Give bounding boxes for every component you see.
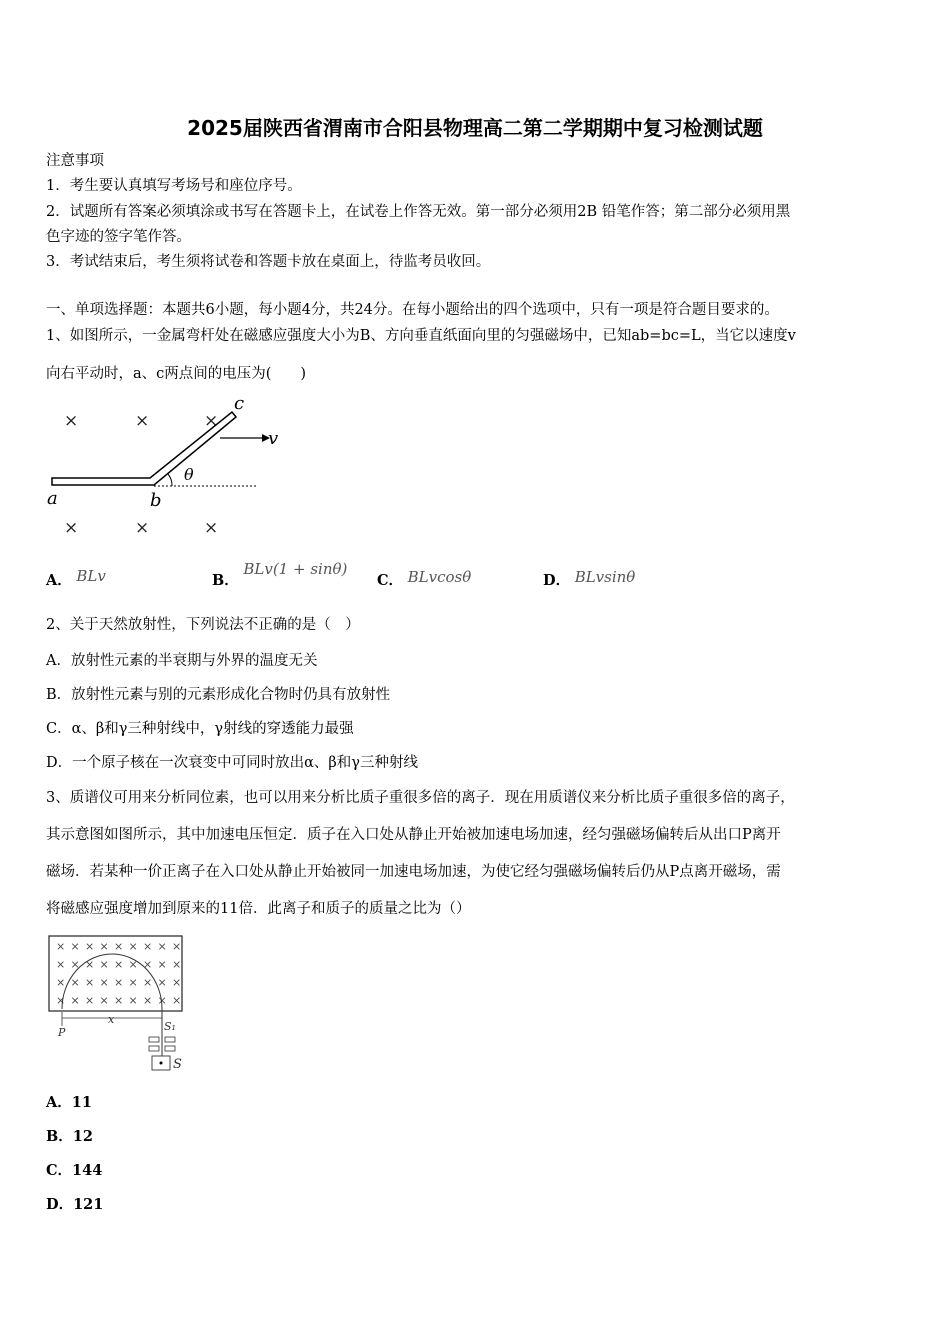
field-cross: × (172, 958, 182, 971)
question-3-figure (46, 934, 196, 1074)
option-value: 121 (73, 1196, 104, 1213)
question-3-stem-line: 磁场．若某种一价正离子在入口处从静止开始被同一加速电场加速，为使它经匀强磁场偏转后仍从P点离开磁场，需 (46, 864, 781, 880)
field-cross: × (172, 976, 182, 989)
question-2-option[interactable]: B．放射性元素与别的元素形成化合物时仍具有放射性 (46, 687, 391, 703)
label-s: S (173, 1057, 182, 1072)
field-cross: × (70, 958, 80, 971)
field-cross: × (85, 958, 95, 971)
notice-item: 2．试题所有答案必须填涂或书写在答题卡上，在试卷上作答无效。第一部分必须用2B 铅笔作答；第二部分必须用黑 (46, 204, 791, 220)
field-cross: × (64, 411, 79, 431)
label-a: a (47, 488, 58, 509)
field-cross: × (128, 976, 138, 989)
field-cross: × (114, 976, 124, 989)
section-heading: 一、单项选择题：本题共6小题，每小题4分，共24分。在每小题给出的四个选项中，只有一项是符合题目要求的。 (46, 302, 779, 318)
accelerator-plate (149, 1037, 159, 1042)
notice-item: 1．考生要认真填写考场号和座位序号。 (46, 178, 302, 194)
question-3-stem-line: 其示意图如图所示，其中加速电压恒定．质子在入口处从静止开始被加速电场加速，经匀强磁场偏转后从出口P离开 (46, 827, 781, 843)
notice-heading: 注意事项 (46, 153, 104, 169)
field-cross: × (157, 994, 167, 1007)
question-3-option[interactable] (46, 1195, 103, 1215)
option-formula: BLv (76, 567, 106, 585)
field-cross: × (204, 518, 219, 538)
label-b: b (150, 490, 162, 511)
option-formula: BLv(1 + sinθ) (243, 560, 348, 578)
field-cross: × (56, 940, 66, 953)
question-1-stem-line1: 1、如图所示，一金属弯杆处在磁感应强度大小为B、方向垂直纸面向里的匀强磁场中，已知ab=bc=L，当它以速度v (46, 328, 796, 344)
field-cross: × (114, 994, 124, 1007)
field-cross: × (70, 976, 80, 989)
field-cross: × (157, 940, 167, 953)
question-3-option[interactable] (46, 1093, 92, 1113)
field-cross: × (85, 940, 95, 953)
option-a[interactable] (46, 569, 106, 590)
field-cross: × (99, 958, 109, 971)
question-1-stem-line2: 向右平动时，a、c两点间的电压为( ) (46, 366, 307, 382)
option-letter: B． (46, 1128, 73, 1145)
field-cross: × (70, 994, 80, 1007)
field-cross: × (114, 958, 124, 971)
field-cross: × (114, 940, 124, 953)
field-cross: × (99, 994, 109, 1007)
field-cross: × (143, 958, 153, 971)
option-letter: D． (543, 572, 571, 589)
option-value: 12 (72, 1128, 93, 1145)
field-cross: × (135, 411, 150, 431)
field-cross: × (157, 976, 167, 989)
label-c: c (234, 393, 245, 414)
page-title: 2025届陕西省渭南市合阳县物理高二第二学期期中复习检测试题 (187, 116, 763, 140)
label-p: P (58, 1026, 66, 1039)
option-formula: BLvsinθ (574, 568, 636, 586)
label-v: v (268, 428, 279, 449)
question-2-option[interactable]: A．放射性元素的半衰期与外界的温度无关 (46, 653, 318, 669)
notice-item: 3．考试结束后，考生须将试卷和答题卡放在桌面上，待监考员收回。 (46, 254, 491, 270)
question-2-option[interactable]: D．一个原子核在一次衰变中可同时放出α、β和γ三种射线 (46, 755, 418, 771)
field-cross: × (128, 994, 138, 1007)
option-value: 11 (71, 1094, 92, 1111)
field-cross: × (157, 958, 167, 971)
field-cross: × (135, 518, 150, 538)
field-cross: × (172, 940, 182, 953)
option-letter: D． (46, 1196, 74, 1213)
angle-arc (168, 474, 172, 486)
field-cross: × (70, 940, 80, 953)
field-cross: × (99, 940, 109, 953)
question-2-option[interactable]: C．α、β和γ三种射线中，γ射线的穿透能力最强 (46, 721, 354, 737)
option-c[interactable] (377, 569, 471, 590)
question-1-figure (44, 392, 284, 542)
notice-item: 色字迹的签字笔作答。 (46, 229, 191, 245)
field-cross: × (172, 994, 182, 1007)
field-cross: × (85, 994, 95, 1007)
field-cross: × (128, 940, 138, 953)
field-cross: × (85, 976, 95, 989)
field-cross: × (56, 958, 66, 971)
option-letter: A． (46, 1094, 72, 1111)
option-letter: C． (46, 1162, 73, 1179)
field-cross: × (64, 518, 79, 538)
field-cross: × (143, 976, 153, 989)
option-letter: A． (46, 572, 72, 589)
label-s1: S₁ (164, 1020, 176, 1033)
field-cross: × (99, 976, 109, 989)
option-letter: B． (212, 572, 239, 589)
label-x: x (108, 1013, 115, 1026)
question-3-option[interactable] (46, 1127, 93, 1147)
question-3-stem-line: 3、质谱仪可用来分析同位素，也可以用来分析比质子重很多倍的离子．现在用质谱仪来分析比质子重很多倍的离子， (46, 790, 795, 806)
option-d[interactable] (543, 569, 635, 590)
field-cross: × (143, 940, 153, 953)
question-2-stem: 2、关于天然放射性，下列说法不正确的是（ ） (46, 617, 360, 633)
option-b[interactable] (212, 560, 348, 590)
field-cross: × (56, 994, 66, 1007)
option-value: 144 (72, 1162, 103, 1179)
option-formula: BLvcosθ (407, 568, 472, 586)
question-3-stem-line: 将磁感应强度增加到原来的11倍．此离子和质子的质量之比为（） (46, 901, 471, 917)
field-cross: × (143, 994, 153, 1007)
field-cross: × (56, 976, 66, 989)
label-theta: θ (184, 465, 194, 484)
field-cross: × (204, 411, 219, 431)
question-3-option[interactable] (46, 1161, 102, 1181)
option-letter: C． (377, 572, 404, 589)
field-cross: × (128, 958, 138, 971)
